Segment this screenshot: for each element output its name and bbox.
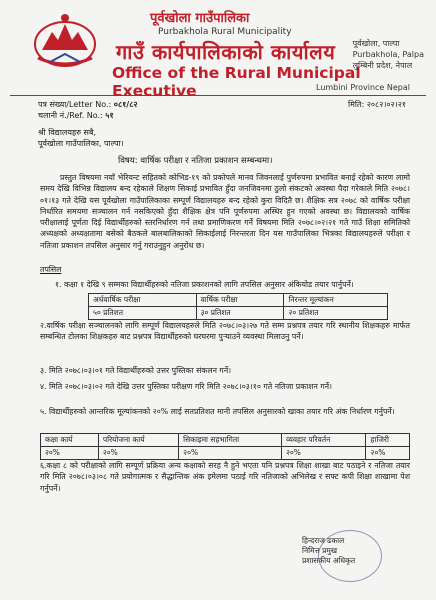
table-header-cell: व्यवहार परिवर्तन: [281, 434, 366, 447]
office-name-np: गाउँ कार्यपालिकाको कार्यालय: [116, 40, 336, 64]
address-np-2: लुम्बिनी प्रदेश, नेपाल: [352, 61, 413, 70]
recipient-block: [38, 128, 124, 149]
table-header-cell: कक्षा कार्य: [41, 434, 99, 447]
item-5-text: ५. विद्यार्थीहरुको आन्तरिक मूल्यांकनको २०% लाई सतप्रतिशत मानी तपसिल अनुसारको खाका तयार गरि अंक निर्धारण गर्नुपर्ने।: [40, 407, 395, 416]
address-en-2: Lumbini Province Nepal: [316, 83, 411, 92]
assessment-weight-table: [88, 293, 388, 320]
table-cell: २०%: [366, 447, 410, 460]
table-row: [89, 307, 388, 320]
item-6-text: ६.कक्षा ८ को परीक्षाको लागि सम्पूर्ण प्रक्रिया अन्य कक्षाको सरह नै हुने भएता पनि प्रश्नपत्र शिक्षा शाखा बाट पठाइने र नतिजा तयार गरि मिति २०७८।०३।०८ गते प्रयोगात्मक र सैद्धान्तिक अंक इमेलमा पठाई गरि नतिजाको अभिलेख र सफ्ट कपी शिक्षा शाखामा पेश गर्नुपर्ने।: [40, 461, 410, 493]
table-row: [41, 434, 410, 447]
table-row: [89, 294, 388, 307]
internal-assessment-table: [40, 433, 410, 460]
recipient-line-1: श्री विद्यालयहरु सबै,: [38, 128, 97, 137]
ref-no-label: चलानी नं./Ref. No.:: [38, 111, 103, 120]
table-header-cell: अर्धवार्षिक परीक्षा: [89, 294, 197, 307]
table-cell: ५० प्रतिशत: [89, 307, 197, 320]
table-cell: २० प्रतिशत: [284, 307, 388, 320]
signatory-name: हिन्दराज ढकाल: [302, 536, 345, 545]
signatory-title-1: निमित्त प्रमुख: [302, 546, 337, 555]
municipality-name-np: पूर्वखोला गाउँपालिका: [150, 11, 250, 26]
ref-no-value: ५१: [105, 111, 114, 120]
item-3-text: ३. मिति २०७८।०३।०१ गते विद्यार्थीहरुको उत्तर पुस्तिका संकलन गर्ने।: [40, 366, 232, 375]
table-header-cell: निरन्तर मूल्यांकन: [284, 294, 388, 307]
table-header-cell: वार्षिक परीक्षा: [196, 294, 284, 307]
address-block: [353, 38, 424, 71]
item-1-text: १. कक्षा १ देखि ९ सम्मका विद्यार्थीहरुको नतिजा प्रकाशनको लागि तपसिल अनुसार अंकियोड तयार पार्नुपर्ने।: [55, 280, 354, 289]
table-cell: २०%: [98, 447, 178, 460]
municipality-name-en: Purbakhola Rural Municipality: [158, 27, 292, 37]
letter-subject: विषय: वार्षिक परीक्षा र नतिजा प्रकाशन सम्बन्धमा।: [118, 156, 273, 166]
letter-number-row: [38, 99, 138, 110]
header-divider: [10, 95, 426, 96]
table-cell: २०%: [41, 447, 99, 460]
letter-no-value: ०८१/८२: [113, 100, 138, 109]
table-row: [41, 447, 410, 460]
table-cell: ३० प्रतिशत: [196, 307, 284, 320]
table-header-cell: हाजिरी: [366, 434, 410, 447]
address-en-1: Purbakhola, Palpa: [352, 50, 424, 59]
recipient-line-2: पूर्वखोला गाउँपालिका, पाल्पा।: [38, 138, 124, 148]
table-header-cell: परियोजना कार्य: [98, 434, 178, 447]
table-cell: २०%: [179, 447, 282, 460]
table-header-cell: सिकाइमा सहभागिता: [179, 434, 282, 447]
letter-date: मिति: २०८२।०२।२१: [348, 100, 407, 109]
letter-no-label: पत्र संख्या/Letter No.:: [38, 100, 112, 109]
tapsil-heading: तपसिल: [40, 265, 62, 274]
signature-block: [302, 536, 355, 566]
item-4-text: ४. मिति २०७८।०३।०२ गते देखि उत्तर पुस्तिका परीक्षण गरि मिति २०७८।०३।१० गते नतिजा प्रकाशन गर्ने।: [40, 382, 332, 391]
address-np-1: पूर्वखोला, पाल्पा: [352, 39, 400, 48]
nepal-emblem-icon: [30, 10, 100, 70]
table-cell: २०%: [281, 447, 366, 460]
reference-number-row: [38, 110, 114, 121]
body-paragraph-1: प्रस्तुत विषयमा नयाँ भेरियन्ट सहितको कोभिड-१९ को प्रकोपले मानव जिवनलाई पुर्णरुपमा प्रभावित बनाई रहेको कारण लामो समय देखि विभिन्न विद्यालय बन्द रहेकाले शिक्षण सिकाई प्रभावित हुँदा जनजिवनमा ठुलो संकटको अवस्था पैदा गरेकाले मिति २०७८।०१।१३ गते देखि यस पूर्वखोला गाउँपालिकाका सम्पूर्ण विद्यालयहरु बन्द रहेको कुरा विदितै छ। शैक्षिक सत्र २०७८ को वार्षिक परीक्षा निर्धारित समयमा सञ्चालन गर्न नसकिएको हुँदा शैक्षिक क्षेत्र पनि पूर्णरुपमा अस्थिर हुन गएको अवस्था छ। विद्यालयको वार्षिक परीक्षालाई पूर्णता दिई विद्यार्थीहरुको स्तरनिर्धारण गर्न तथा प्रमाणिकरण गर्ने विषयमा मिति २०७८।०२।२१ गते गाउँ शिक्षा समितिको अध्यक्षको अध्यक्षतामा बसेको बैठकले बालबालिकाको सिकाईलाई निरन्तरता दिन यस गाउँपालिका भित्रका विद्यालयहरुले परीक्षा र नतिजा प्रकाशन तपसिल अनुसार गर्नु गराउनुहुन अनुरोध छ।: [40, 173, 410, 250]
item-2-text: २.वार्षिक परीक्षा सञ्चालनको लागि सम्पूर्ण विद्यालयहरुले मिति २०७८।०३।२७ गते सम्म प्रश्नपत्र तयार गरि स्थानीय शिक्षकहरु मार्फत सम्बन्धित टोलका शिक्षकहरु बाट प्रश्नपत्र विद्यार्थीहरुको घरघरमा पुऱ्याउने व्यवस्था मिलाउनु पर्ने।: [40, 321, 410, 342]
signatory-title-2: प्रशासकीय अधिकृत: [302, 556, 356, 565]
office-name-en: Office of the Rural Municipal Executive: [112, 64, 361, 100]
